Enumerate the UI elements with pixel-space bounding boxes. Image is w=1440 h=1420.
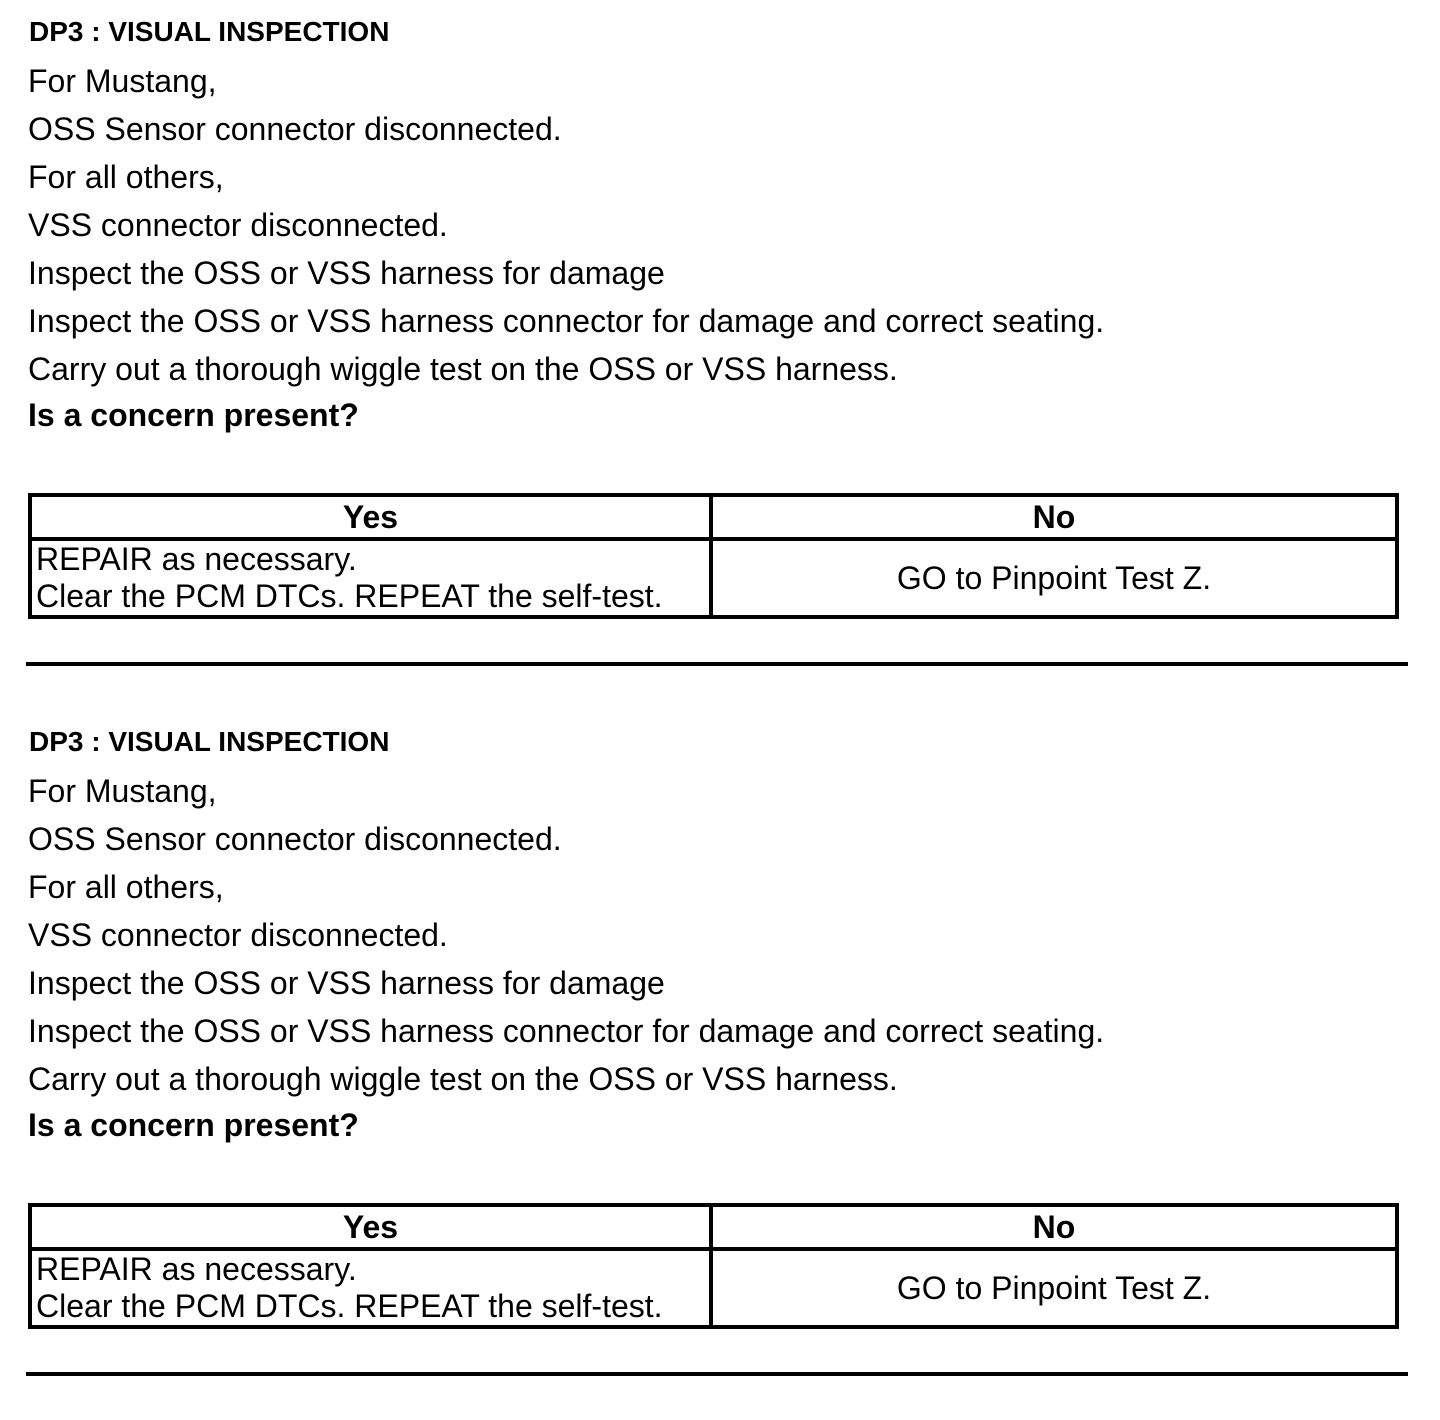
instruction-line: OSS Sensor connector disconnected. [28, 111, 562, 147]
yes-action-line: Clear the PCM DTCs. REPEAT the self-test. [36, 1288, 663, 1324]
table-row [30, 539, 1397, 617]
inspection-section [0, 710, 1440, 1420]
section-divider [26, 662, 1408, 666]
section-heading: DP3 : VISUAL INSPECTION [29, 16, 390, 47]
no-header: No [711, 1205, 1397, 1249]
instruction-line: Inspect the OSS or VSS harness for damage [28, 965, 665, 1001]
yes-action-line: REPAIR as necessary. [36, 1251, 357, 1287]
table-row [30, 1249, 1397, 1327]
instruction-line: Inspect the OSS or VSS harness for damage [28, 255, 665, 291]
instruction-line: For all others, [28, 869, 224, 905]
yes-action-cell [30, 1249, 711, 1327]
instruction-line: VSS connector disconnected. [28, 917, 448, 953]
concern-question: Is a concern present? [28, 1107, 359, 1143]
yes-header: Yes [30, 495, 711, 539]
yes-header: Yes [30, 1205, 711, 1249]
yes-action-line: REPAIR as necessary. [36, 541, 357, 577]
yes-action-line: Clear the PCM DTCs. REPEAT the self-test. [36, 578, 663, 614]
instruction-line: For Mustang, [28, 63, 217, 99]
instruction-line: Inspect the OSS or VSS harness connector for damage and correct seating. [28, 303, 1105, 339]
instruction-line: For all others, [28, 159, 224, 195]
decision-table [28, 1203, 1399, 1329]
instruction-line: Carry out a thorough wiggle test on the OSS or VSS harness. [28, 1061, 898, 1097]
concern-question: Is a concern present? [28, 397, 359, 433]
no-action-cell: GO to Pinpoint Test Z. [711, 1249, 1397, 1327]
section-heading: DP3 : VISUAL INSPECTION [29, 726, 390, 757]
decision-table [28, 493, 1399, 619]
instruction-line: VSS connector disconnected. [28, 207, 448, 243]
no-action-cell: GO to Pinpoint Test Z. [711, 539, 1397, 617]
instruction-line: For Mustang, [28, 773, 217, 809]
table-header-row [30, 1205, 1397, 1249]
yes-action-cell [30, 539, 711, 617]
instruction-line: Carry out a thorough wiggle test on the OSS or VSS harness. [28, 351, 898, 387]
instruction-line: OSS Sensor connector disconnected. [28, 821, 562, 857]
no-header: No [711, 495, 1397, 539]
table-header-row [30, 495, 1397, 539]
instruction-line: Inspect the OSS or VSS harness connector for damage and correct seating. [28, 1013, 1105, 1049]
section-divider [26, 1372, 1408, 1376]
